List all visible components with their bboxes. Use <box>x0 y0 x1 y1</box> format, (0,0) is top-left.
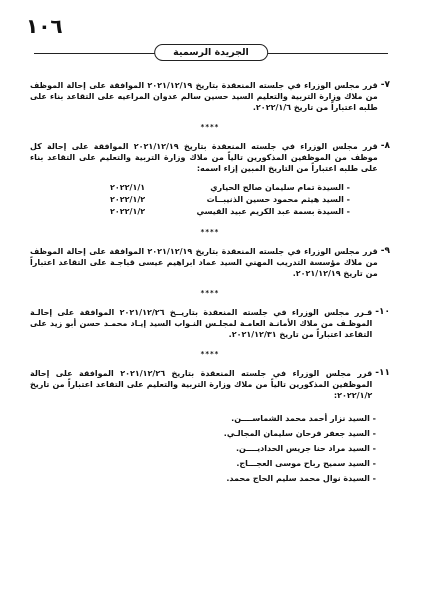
item-text: قـرر مجلس الوزراء في جلسته المنعقدة بتاريــخ ٢٠٢١/١٢/٢٦ الموافقة على إحالـة الموظـف من ملاك الأمانـة العامـة لمجلـس النـواب السيد إيـاد محمـد حسن أبو زيد على التقاعد اعتباراً من تاريخ ٢٠٢١/١٢/٣١. <box>30 308 373 339</box>
item-text: قرر مجلس الوزراء في جلسته المنعقدة بتاريخ ٢٠٢١/١٢/١٩ الموافقة على إحالة الموظف من ملاك مؤسسة التدريب المهني السيد عماد ابراهيم عيسى قباجـة على التقاعد اعتباراً من تاريخ ٢٠٢١/١٢/١٩. <box>30 247 378 278</box>
separator: **** <box>200 289 220 297</box>
separator: **** <box>200 228 220 236</box>
item-text: قرر مجلس الوزراء في جلسته المنعقدة بتاريخ ٢٠٢١/١٢/٢٦ الموافقة على إحالة الموظفين المذكورين تالياً من ملاك وزارة التربية والتعليم على التقاعد اعتباراً من تاريخ ٢٠٢٢/١/٢: <box>30 369 373 400</box>
item-number: ٨- <box>380 141 390 151</box>
list-item: - السيدة نوال محمد سليم الحاج محمد. <box>226 474 376 483</box>
retiree-row <box>30 182 350 194</box>
retiree-row <box>30 194 350 206</box>
item-number: ١٠- <box>375 307 390 317</box>
decision-item-11 <box>30 368 390 401</box>
decision-item-7 <box>30 80 390 113</box>
list-item: - السيد جعفر فرحان سليمان المجالـي. <box>223 429 376 438</box>
retiree-name: - السيد هيثم محمود حسين الذنيبــات <box>206 195 350 204</box>
item-text: قرر مجلس الوزراء في جلسته المنعقدة بتاريخ ٢٠٢١/١٢/١٩ الموافقة على إحالة كل موظف من الموظفين المذكورين تالياً من ملاك وزارة التربية والتعليم على التقاعد بناء على طلبه اعتباراً من التاريخ المبين إزاء اسمه: <box>30 142 378 173</box>
retiree-row <box>30 206 350 218</box>
item-number: ٩- <box>380 246 390 256</box>
document-body <box>30 80 390 486</box>
retiree-name: - السيدة بسمة عبد الكريم عبيد القيسي <box>196 207 350 216</box>
retiree-date: ٢٠٢٢/١/٢ <box>110 207 146 216</box>
retiree-date: ٢٠٢٢/١/١ <box>110 183 146 192</box>
list-item: - السيد نزار أحمد محمد الشماســــن. <box>231 414 376 423</box>
page-number: ١٠٦ <box>26 14 63 38</box>
retiree-date: ٢٠٢٢/١/٢ <box>110 195 146 204</box>
gazette-header <box>34 46 388 62</box>
separator: **** <box>200 350 220 358</box>
decision-item-8 <box>30 141 390 174</box>
retiree-list <box>30 411 376 486</box>
item-number: ١١- <box>375 368 390 378</box>
list-item: - السيد سميح رباح موسى العجـــاج. <box>236 459 376 468</box>
header-title: الجريدة الرسمية <box>154 44 268 61</box>
decision-item-10 <box>30 307 390 340</box>
item-number: ٧- <box>380 80 390 90</box>
retiree-name: - السيدة تمام سليمان صالح الحياري <box>210 183 350 192</box>
separator: **** <box>200 123 220 131</box>
retiree-table <box>30 182 350 218</box>
decision-item-9 <box>30 246 390 279</box>
list-item: - السيد مراد حنا جريس الحداديــــن. <box>235 444 376 453</box>
item-text: قرر مجلس الوزراء في جلسته المنعقدة بتاريخ ٢٠٢١/١٢/١٩ الموافقة على إحالة الموظف من ملاك وزارة التربية والتعليم السيد حسين سالم عدوان المراعيه على التقاعد بناء على طلبه اعتباراً من تاريخ ٢٠٢٢/١/٦. <box>30 81 378 112</box>
